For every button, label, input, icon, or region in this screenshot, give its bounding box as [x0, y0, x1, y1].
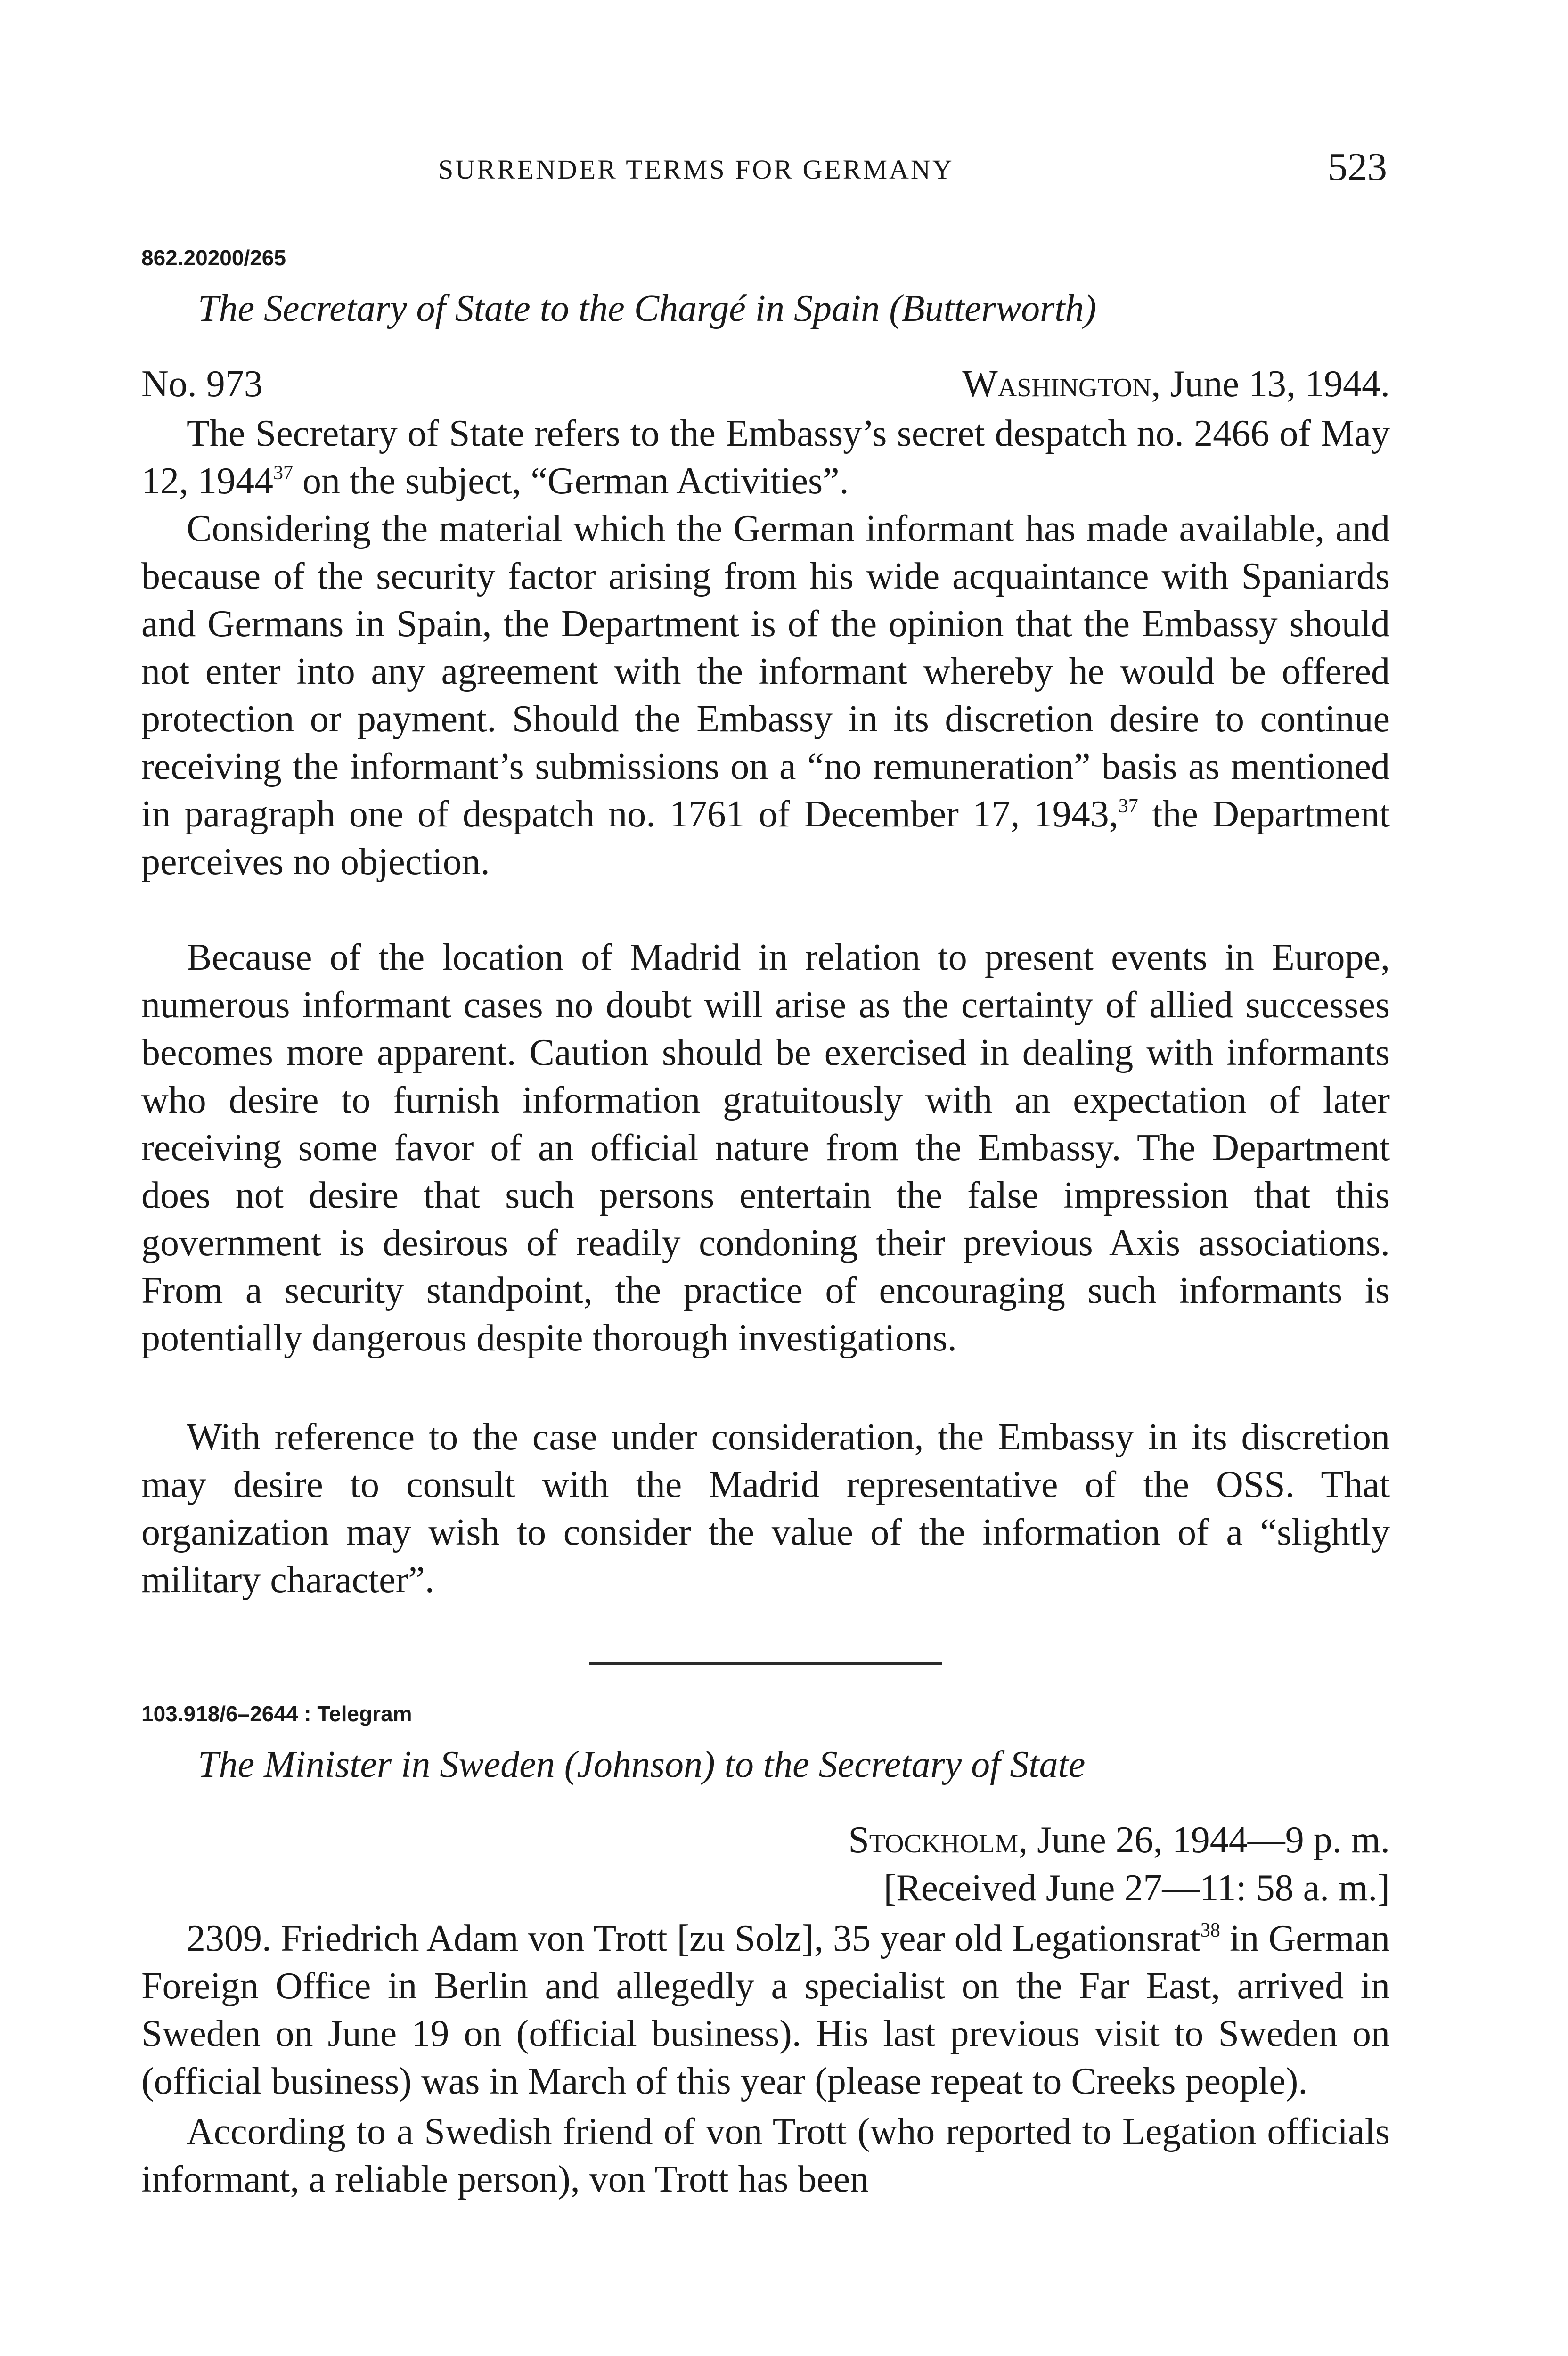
document-heading-2: The Minister in Sweden (Johnson) to the Secretary of State — [198, 1744, 1086, 1785]
paragraph-1-1-text-a: The Secretary of State refers to the Embassy’s secret despatch no. 2466 of May 12, 1944 — [141, 413, 1390, 502]
paragraph-1-3: Because of the location of Madrid in relation to present events in Europe, numerous informant cases no doubt will arise as the certainty of allied successes becomes more apparent. Caution should be exercised in dealing with informants who desire to furnish information gratuitously with an expectation of later receiving some favor of an official nature from the Embassy. The Department does not desire that such persons entertain the false impression that this government is desirous of readily condoning their previous Axis associations. From a security standpoint, the practice of encouraging such informants is potentially dangerous despite thorough investigations. — [141, 937, 1390, 1359]
received-line: [Received June 27—11: 58 a. m.] — [883, 1867, 1390, 1909]
despatch-number: No. 973 — [141, 363, 263, 405]
paragraph-1-1-text-b: on the subject, “German Activities”. — [293, 460, 849, 502]
paragraph-1-4: With reference to the case under consideration, the Embassy in its discretion may desire to consult with the Madrid representative of the OSS. That organization may wish to consider the value of the information of a “slightly military character”. — [141, 1416, 1390, 1601]
paragraph-1-2-text-b: the Department perceives no objection. — [141, 794, 1390, 883]
page-number: 523 — [1328, 145, 1387, 189]
footnote-ref-37b: 37 — [1118, 795, 1138, 817]
date-2: , June 26, 1944—9 p. m. — [1018, 1819, 1390, 1861]
place-date-2 — [848, 1819, 1390, 1862]
section-divider — [589, 1662, 942, 1665]
heading-1-text: The Secretary of State to the Chargé in Spain — [198, 288, 880, 329]
paragraph-1-2-text-a: Considering the material which the German informant has made available, and because of the security factor arising from his wide acquaintance with Spaniards and Germans in Spain, the Department is of the opinion that the Embassy should not enter into any agreement with the informant whereby he would be offered protection or payment. Should the Embassy in its discretion desire to continue receiving the informant’s submissions on a “no remuneration” basis as mentioned in paragraph one of despatch no. 1761 of December 17, 1943, — [141, 508, 1390, 835]
file-number-1: 862.20200/265 — [141, 245, 286, 270]
place-date-1 — [962, 363, 1390, 406]
document-heading-1 — [198, 287, 1096, 330]
heading-1-name: (Butterworth) — [889, 288, 1097, 329]
paragraph-1-2 — [141, 505, 1390, 886]
running-head: SURRENDER TERMS FOR GERMANY — [438, 154, 954, 185]
paragraph-2-2: According to a Swedish friend of von Trott (who reported to Legation officials informant, a reliable person), von Trott has been — [141, 2111, 1390, 2200]
footnote-ref-37a: 37 — [273, 462, 293, 484]
footnote-ref-38: 38 — [1200, 1920, 1220, 1941]
paragraph-2-1-text-b: in German Foreign Office in Berlin and allegedly a specialist on the Far East, arrived in Sweden on June 19 on (official business). His last previous visit to Sweden on (official business) was in March of this year (please repeat to Creeks people). — [141, 1918, 1390, 2102]
paragraph-2-1 — [141, 1915, 1390, 2105]
date-1: , June 13, 1944. — [1151, 363, 1390, 405]
place-1: Washington — [962, 363, 1152, 405]
paragraph-1-1 — [141, 410, 1390, 505]
paragraph-2-1-text-a: 2309. Friedrich Adam von Trott [zu Solz], 35 year old Legationsrat — [187, 1918, 1200, 1959]
place-2: Stockholm — [848, 1819, 1019, 1861]
file-number-2: 103.918/6–2644 : Telegram — [141, 1702, 412, 1726]
